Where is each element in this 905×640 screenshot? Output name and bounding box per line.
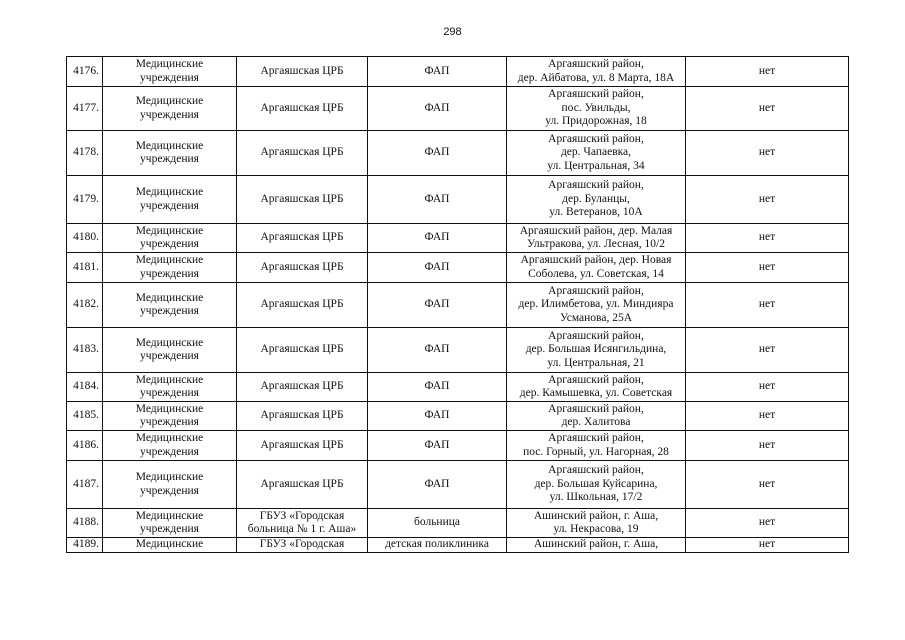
organization-cell: Аргаяшская ЦРБ: [237, 283, 368, 328]
address-cell: Аргаяшский район, дер. Камышевка, ул. Советская: [507, 373, 686, 402]
row-number-cell: 4179.: [67, 176, 103, 224]
flag-cell: нет: [686, 224, 849, 253]
row-number-cell: 4188.: [67, 509, 103, 538]
category-cell: Медицинские: [103, 538, 237, 553]
table-row: [67, 509, 849, 538]
address-cell: Аргаяшский район, пос. Увильды, ул. Придорожная, 18: [507, 87, 686, 131]
table-row: [67, 253, 849, 283]
page-number: 298: [443, 26, 462, 38]
facility-type-cell: ФАП: [368, 461, 507, 509]
table-row: [67, 328, 849, 373]
table-row: [67, 461, 849, 509]
row-number-cell: 4189.: [67, 538, 103, 553]
flag-cell: нет: [686, 373, 849, 402]
address-cell: Аргаяшский район, пос. Горный, ул. Нагорная, 28: [507, 431, 686, 461]
table-row: [67, 538, 849, 553]
row-number-cell: 4185.: [67, 402, 103, 431]
organization-cell: Аргаяшская ЦРБ: [237, 431, 368, 461]
address-cell: Аргаяшский район, дер. Илимбетова, ул. Миндияра Усманова, 25А: [507, 283, 686, 328]
organization-cell: Аргаяшская ЦРБ: [237, 87, 368, 131]
flag-cell: нет: [686, 87, 849, 131]
organization-cell: Аргаяшская ЦРБ: [237, 461, 368, 509]
flag-cell: нет: [686, 402, 849, 431]
organization-cell: Аргаяшская ЦРБ: [237, 328, 368, 373]
row-number-cell: 4187.: [67, 461, 103, 509]
table-row: [67, 87, 849, 131]
row-number-cell: 4180.: [67, 224, 103, 253]
organization-cell: Аргаяшская ЦРБ: [237, 224, 368, 253]
facility-type-cell: ФАП: [368, 431, 507, 461]
organization-cell: ГБУЗ «Городская больница № 1 г. Аша»: [237, 509, 368, 538]
address-cell: Аргаяшский район, дер. Айбатова, ул. 8 Марта, 18А: [507, 57, 686, 87]
flag-cell: нет: [686, 57, 849, 87]
facility-type-cell: ФАП: [368, 176, 507, 224]
category-cell: Медицинские учреждения: [103, 509, 237, 538]
organization-cell: Аргаяшская ЦРБ: [237, 402, 368, 431]
flag-cell: нет: [686, 253, 849, 283]
category-cell: Медицинские учреждения: [103, 57, 237, 87]
category-cell: Медицинские учреждения: [103, 402, 237, 431]
address-cell: Ашинский район, г. Аша, ул. Некрасова, 19: [507, 509, 686, 538]
registry-table-body: [67, 57, 849, 553]
organization-cell: Аргаяшская ЦРБ: [237, 131, 368, 176]
row-number-cell: 4184.: [67, 373, 103, 402]
address-cell: Аргаяшский район, дер. Большая Куйсарина, ул. Школьная, 17/2: [507, 461, 686, 509]
table-row: [67, 224, 849, 253]
address-cell: Аргаяшский район, дер. Новая Соболева, ул. Советская, 14: [507, 253, 686, 283]
flag-cell: нет: [686, 328, 849, 373]
facility-type-cell: ФАП: [368, 131, 507, 176]
table-row: [67, 57, 849, 87]
facility-type-cell: ФАП: [368, 57, 507, 87]
organization-cell: Аргаяшская ЦРБ: [237, 373, 368, 402]
address-cell: Ашинский район, г. Аша,: [507, 538, 686, 553]
row-number-cell: 4181.: [67, 253, 103, 283]
flag-cell: нет: [686, 509, 849, 538]
category-cell: Медицинские учреждения: [103, 328, 237, 373]
category-cell: Медицинские учреждения: [103, 176, 237, 224]
address-cell: Аргаяшский район, дер. Халитова: [507, 402, 686, 431]
category-cell: Медицинские учреждения: [103, 131, 237, 176]
row-number-cell: 4183.: [67, 328, 103, 373]
flag-cell: нет: [686, 461, 849, 509]
table-row: [67, 402, 849, 431]
category-cell: Медицинские учреждения: [103, 87, 237, 131]
facility-type-cell: ФАП: [368, 283, 507, 328]
row-number-cell: 4177.: [67, 87, 103, 131]
address-cell: Аргаяшский район, дер. Буланцы, ул. Ветеранов, 10А: [507, 176, 686, 224]
facility-type-cell: ФАП: [368, 402, 507, 431]
organization-cell: ГБУЗ «Городская: [237, 538, 368, 553]
flag-cell: нет: [686, 283, 849, 328]
table-row: [67, 131, 849, 176]
table-row: [67, 283, 849, 328]
flag-cell: нет: [686, 538, 849, 553]
facility-type-cell: ФАП: [368, 373, 507, 402]
category-cell: Медицинские учреждения: [103, 253, 237, 283]
flag-cell: нет: [686, 431, 849, 461]
row-number-cell: 4186.: [67, 431, 103, 461]
facility-type-cell: детская поликлиника: [368, 538, 507, 553]
category-cell: Медицинские учреждения: [103, 461, 237, 509]
address-cell: Аргаяшский район, дер. Малая Ультракова, ул. Лесная, 10/2: [507, 224, 686, 253]
facility-type-cell: ФАП: [368, 224, 507, 253]
category-cell: Медицинские учреждения: [103, 431, 237, 461]
facility-type-cell: ФАП: [368, 328, 507, 373]
organization-cell: Аргаяшская ЦРБ: [237, 57, 368, 87]
category-cell: Медицинские учреждения: [103, 373, 237, 402]
table-row: [67, 373, 849, 402]
address-cell: Аргаяшский район, дер. Большая Исянгильдина, ул. Центральная, 21: [507, 328, 686, 373]
category-cell: Медицинские учреждения: [103, 283, 237, 328]
flag-cell: нет: [686, 131, 849, 176]
row-number-cell: 4178.: [67, 131, 103, 176]
row-number-cell: 4182.: [67, 283, 103, 328]
table-row: [67, 431, 849, 461]
facility-type-cell: ФАП: [368, 253, 507, 283]
organization-cell: Аргаяшская ЦРБ: [237, 176, 368, 224]
facility-type-cell: ФАП: [368, 87, 507, 131]
registry-table: [66, 56, 849, 553]
address-cell: Аргаяшский район, дер. Чапаевка, ул. Центральная, 34: [507, 131, 686, 176]
category-cell: Медицинские учреждения: [103, 224, 237, 253]
table-row: [67, 176, 849, 224]
organization-cell: Аргаяшская ЦРБ: [237, 253, 368, 283]
flag-cell: нет: [686, 176, 849, 224]
row-number-cell: 4176.: [67, 57, 103, 87]
facility-type-cell: больница: [368, 509, 507, 538]
